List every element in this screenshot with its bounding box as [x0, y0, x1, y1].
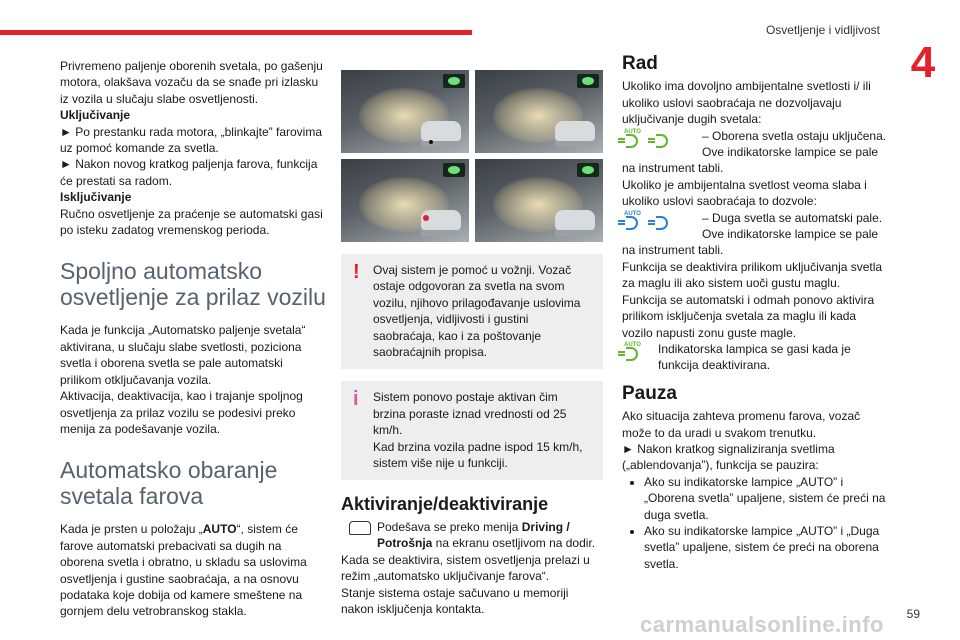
- heading-exterior-lighting: Spoljno automatsko osvetljenje za prilaz vozilu: [60, 258, 326, 311]
- auto-indicator-icon: [577, 74, 599, 88]
- column-2: [341, 70, 603, 617]
- heading-auto-dipping: Automatsko obaranje svetala farova: [60, 457, 278, 510]
- illustration-night-road-2: [475, 70, 603, 153]
- auto-indicator-icon: [577, 163, 599, 177]
- top-accent-bar: [0, 30, 472, 35]
- pause-text-1: Ako situacija zahteva promenu farova, vozač može to da uradi u svakom trenutku.: [622, 409, 861, 440]
- activation-text-3: Stanje sistema ostaje sačuvano u memoriji nakon isključenja kontakta.: [341, 585, 569, 616]
- on-step-2: ► Nakon novog kratkog paljenja farova, funkcija će prestati sa radom.: [60, 156, 326, 189]
- auto-indicator-icon: AUTO: [622, 343, 646, 359]
- warning-text: Ovaj sistem je pomoć u vožnji. Vozač ostaje odgovoran za svetla na svom vozilu, njihovo prilagođavanje uslovima osvetljenja, vidljivosti i gustini saobraćaja, kao i za poštovanje saobraćajnih propisa.: [373, 263, 581, 360]
- auto-dipping-text: Kada je prsten u položaju „AUTO“, sistem će farove automatski prebacivati sa dugih na oborena svetla i obratno, u skladu sa uslovima osvetljenja i gustine saobraćaja, a na osnovu podataka koje dobija od kamere smeštene na gornjem delu vetrobranskog stakla.: [60, 522, 307, 619]
- high-beam-icon: [652, 212, 676, 228]
- menu-name: Driving / Potrošnja: [377, 519, 570, 551]
- auto-indicator-icon: [443, 74, 465, 88]
- heading-operation: Rad: [622, 53, 658, 74]
- operation-text-1: Ukoliko ima dovoljno ambijentalne svetlosti i/ ili ukoliko uslovi saobraćaja ne dozvoljavaju uključivanje dugih svetala:: [622, 79, 871, 127]
- off-text: Ručno osvetljenje za praćenje se automatski gasi po isteku zadatog vremenskog perioda.: [60, 206, 323, 238]
- exterior-text-1: Kada je funkcija „Automatsko paljenje svetala“ aktivirana, u slučaju slabe svetlosti, poziciona svetla i oborena svetla se pale automatski prilikom otključavanja vozila.: [60, 323, 306, 387]
- operation-low-beam: AUTO – Oborena svetla ostaju uključena. Ove indikatorske lampice se pale: [624, 128, 887, 160]
- chapter-number: 4: [910, 38, 936, 87]
- exterior-text-2: Aktivacija, deaktivacija, kao i trajanje spoljnog osvetljenja za prilaz vozilu se podesivi preko menija za podešavanje vozila.: [60, 389, 303, 436]
- pause-bullet-2: • Ako su indikatorske lampice „AUTO” i „Duga svetla” upaljene, sistem će preći na oborena svetla.: [644, 523, 890, 572]
- column-3: [622, 53, 890, 572]
- off-title: Isključivanje: [60, 190, 132, 205]
- page-number: 59: [906, 607, 920, 621]
- car-settings-icon: [349, 521, 371, 535]
- pause-bullet-1: • Ako su indikatorske lampice „AUTO” i „Oborena svetla” upaljene, sistem će preći na duga svetla.: [644, 474, 890, 523]
- watermark: carmanualsonline.info: [640, 612, 884, 637]
- warning-icon: !: [353, 261, 360, 283]
- info-icon: i: [353, 388, 359, 411]
- operation-high-beam-tail: na instrument tabli.: [622, 243, 724, 258]
- operation-high-beam: AUTO – Duga svetla se automatski pale. Ove indikatorske lampice se pale: [624, 210, 883, 242]
- pause-text-2: ► Nakon kratkog signaliziranja svetlima („ablendovanja”), funkcija se pauzira:: [622, 441, 890, 474]
- auto-high-beam-icon: AUTO: [622, 212, 646, 228]
- operation-low-beam-tail: na instrument tabli.: [622, 161, 724, 176]
- on-title: Uključivanje: [60, 108, 131, 123]
- on-step-1: ► Po prestanku rada motora, „blinkajte” farovima uz pomoć komande za svetla.: [60, 124, 326, 157]
- intro-text: Privremeno paljenje oborenih svetala, po gašenju motora, olakšava vozaču da se snađe pri izlasku iz vozila u slučaju slabe osvetljenosti.: [60, 59, 323, 106]
- illustration-night-road-4: [475, 159, 603, 242]
- activation-menu-text: Podešava se preko menija Driving / Potrošnja na ekranu osetljivom na dodir.: [341, 519, 603, 552]
- info-box: [341, 381, 603, 480]
- operation-text-5: AUTO Indikatorska lampica se gasi kada je funkcija deaktivirana.: [624, 341, 851, 373]
- pause-list: [622, 474, 890, 572]
- operation-text-2: Ukoliko je ambijentalna svetlost veoma slaba i ukoliko uslovi saobraćaja to dozvole:: [622, 177, 867, 209]
- auto-keyword: AUTO: [202, 522, 237, 537]
- warning-box: [341, 254, 603, 369]
- heading-activation: Aktiviranje/deaktiviranje: [341, 494, 549, 515]
- illustration-night-road-3: [341, 159, 469, 242]
- info-text-1: Sistem ponovo postaje aktivan čim brzina poraste iznad vrednosti od 25 km/h.: [373, 390, 567, 438]
- column-1: [60, 58, 326, 620]
- activation-text-2: Kada se deaktivira, sistem osvetljenja prelazi u režim „automatsko uključivanje farova“.: [341, 552, 590, 584]
- section-header: Osvetljenje i vidljivost: [765, 23, 880, 37]
- heading-pause: Pauza: [622, 382, 677, 404]
- auto-low-beam-icon: AUTO: [622, 130, 646, 146]
- low-beam-icon: [652, 130, 676, 146]
- auto-indicator-icon: [443, 163, 465, 177]
- operation-text-3: Funkcija se deaktivira prilikom uključivanja svetla za maglu ili ako sistem uoči gustu maglu.: [622, 259, 883, 291]
- operation-text-4: Funkcija se automatski i odmah ponovo aktivira prilikom isključenja svetala za maglu ili kada vozilo napusti zonu guste magle.: [622, 292, 875, 340]
- illustration-night-road-1: [341, 70, 469, 153]
- illustration-grid: [341, 70, 603, 242]
- info-text-2: Kad brzina vozila padne ispod 15 km/h, sistem više nije u funkciji.: [373, 439, 583, 471]
